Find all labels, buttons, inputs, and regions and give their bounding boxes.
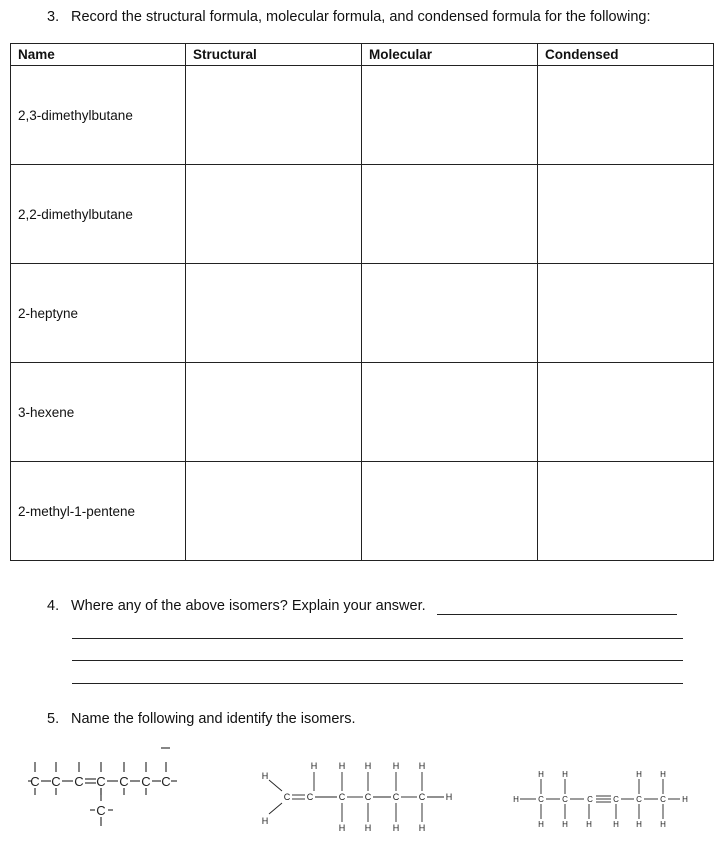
atom-h: H [682, 795, 688, 804]
atom-h: H [418, 761, 426, 771]
atom-h: H [418, 823, 426, 833]
atom-h: H [261, 816, 269, 826]
atom-c: C [392, 792, 400, 802]
question-4-number: 4. [47, 598, 60, 614]
atom-c: C [51, 774, 61, 789]
header-molecular: Molecular [362, 44, 538, 66]
atom-c: C [418, 792, 426, 802]
table-row [11, 264, 714, 363]
atom-h: H [364, 823, 372, 833]
atom-c: C [30, 774, 40, 789]
table-row [11, 165, 714, 264]
molecular-answer-cell[interactable] [362, 165, 538, 264]
atom-c: C [613, 795, 619, 804]
table-row [11, 462, 714, 561]
structural-answer-cell[interactable] [186, 66, 362, 165]
structural-answer-cell[interactable] [186, 363, 362, 462]
molecule-1-structure [20, 740, 220, 835]
atom-c: C [283, 792, 291, 802]
atom-h: H [636, 770, 642, 779]
question-4 [47, 598, 426, 614]
atom-h: H [445, 792, 453, 802]
atom-c: C [636, 795, 642, 804]
atom-h: H [562, 770, 568, 779]
atom-h: H [513, 795, 519, 804]
header-structural: Structural [186, 44, 362, 66]
molecular-answer-cell[interactable] [362, 66, 538, 165]
answer-line[interactable] [437, 614, 677, 615]
atom-c: C [141, 774, 151, 789]
atom-c: C [587, 795, 593, 804]
structural-answer-cell[interactable] [186, 264, 362, 363]
question-4-text: Where any of the above isomers? Explain your answer. [71, 598, 426, 614]
atom-h: H [562, 820, 568, 829]
compound-name: 2-heptyne [11, 264, 186, 363]
question-5-text: Name the following and identify the isomers. [71, 711, 356, 727]
molecule-2-structure [255, 758, 470, 838]
atom-h: H [392, 823, 400, 833]
atom-h: H [338, 823, 346, 833]
atom-h: H [613, 820, 619, 829]
atom-c: C [74, 774, 84, 789]
atom-h: H [310, 761, 318, 771]
atom-c: C [161, 774, 171, 789]
atom-c: C [96, 803, 106, 818]
compound-name: 2,3-dimethylbutane [11, 66, 186, 165]
condensed-answer-cell[interactable] [538, 165, 714, 264]
condensed-answer-cell[interactable] [538, 66, 714, 165]
atom-c: C [119, 774, 129, 789]
table-row [11, 66, 714, 165]
atom-h: H [261, 771, 269, 781]
formula-table [10, 43, 714, 561]
structural-answer-cell[interactable] [186, 462, 362, 561]
answer-line[interactable] [72, 660, 683, 661]
molecule-3-structure [508, 768, 698, 833]
atom-c: C [538, 795, 544, 804]
atom-c: C [338, 792, 346, 802]
atom-h: H [538, 820, 544, 829]
question-3-number: 3. [47, 9, 60, 25]
compound-name: 2,2-dimethylbutane [11, 165, 186, 264]
atom-c: C [660, 795, 666, 804]
atom-c: C [96, 774, 106, 789]
condensed-answer-cell[interactable] [538, 264, 714, 363]
question-5-number: 5. [47, 711, 60, 727]
atom-h: H [392, 761, 400, 771]
answer-line[interactable] [72, 683, 683, 684]
atom-h: H [660, 770, 666, 779]
atom-h: H [636, 820, 642, 829]
atom-c: C [562, 795, 568, 804]
condensed-answer-cell[interactable] [538, 363, 714, 462]
question-5 [47, 711, 356, 727]
table-row [11, 363, 714, 462]
atom-c: C [306, 792, 314, 802]
atom-h: H [660, 820, 666, 829]
header-condensed: Condensed [538, 44, 714, 66]
atom-h: H [364, 761, 372, 771]
atom-c: C [364, 792, 372, 802]
molecular-answer-cell[interactable] [362, 462, 538, 561]
header-name: Name [11, 44, 186, 66]
structural-answer-cell[interactable] [186, 165, 362, 264]
compound-name: 3-hexene [11, 363, 186, 462]
question-3 [47, 9, 650, 25]
table-header-row [11, 44, 714, 66]
atom-h: H [338, 761, 346, 771]
answer-line[interactable] [72, 638, 683, 639]
condensed-answer-cell[interactable] [538, 462, 714, 561]
molecular-answer-cell[interactable] [362, 264, 538, 363]
compound-name: 2-methyl-1-pentene [11, 462, 186, 561]
atom-h: H [586, 820, 592, 829]
atom-h: H [538, 770, 544, 779]
question-3-text: Record the structural formula, molecular formula, and condensed formula for the following: [71, 9, 651, 25]
molecular-answer-cell[interactable] [362, 363, 538, 462]
